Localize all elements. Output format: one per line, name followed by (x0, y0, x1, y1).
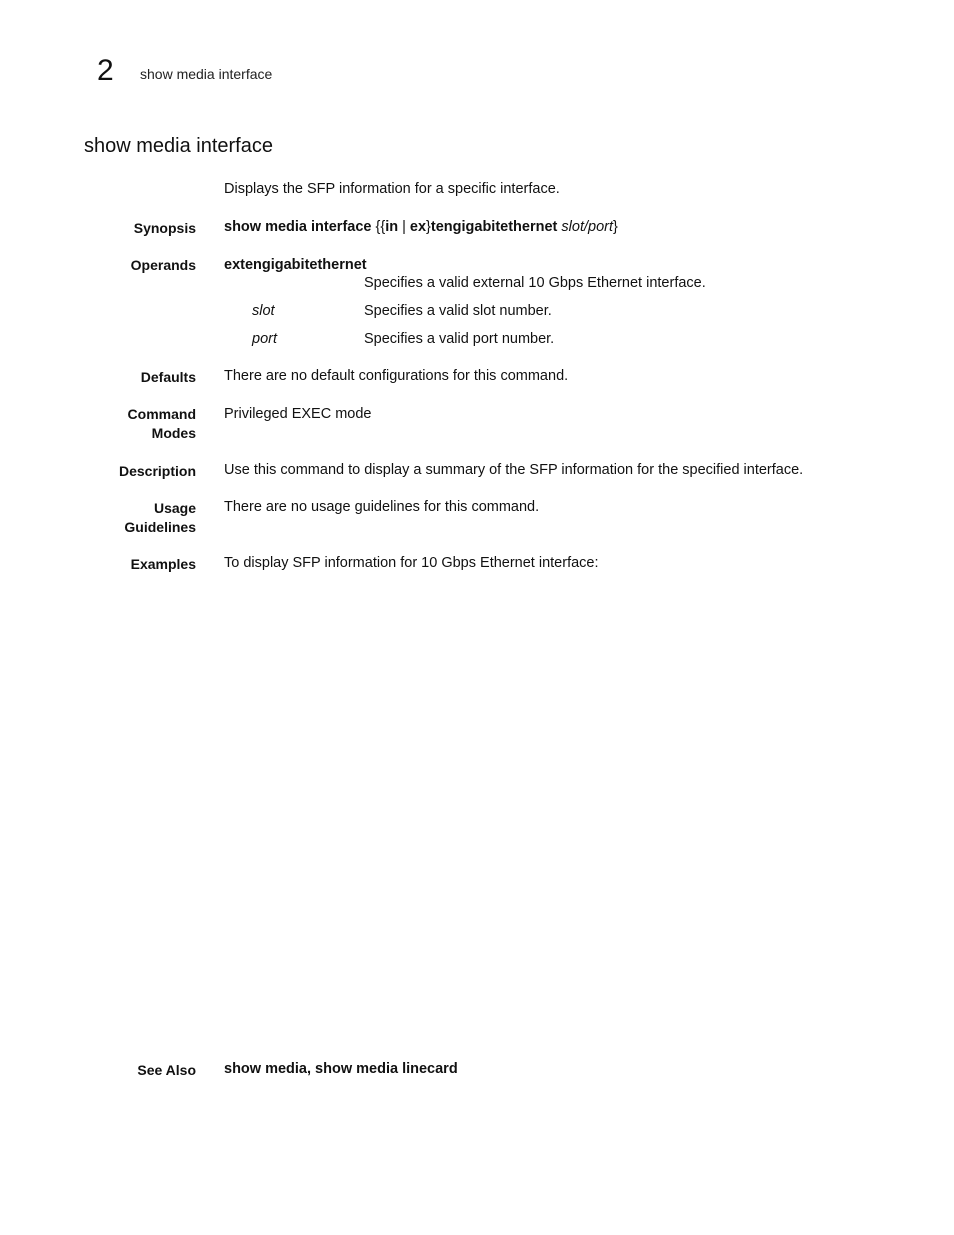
examples-text: To display SFP information for 10 Gbps Ethernet interface: (224, 555, 599, 571)
defaults-text: There are no default configurations for this command. (224, 368, 569, 384)
synopsis-command: show media interface (224, 219, 372, 235)
see-also-label: See Also (137, 1062, 196, 1078)
intro-text: Displays the SFP information for a specific interface. (224, 181, 560, 197)
description-label: Description (118, 463, 196, 479)
operand-desc: Specifies a valid slot number. (364, 303, 552, 319)
operand-desc: Specifies a valid port number. (364, 331, 555, 347)
synopsis-option-in: in (385, 219, 399, 235)
usage-guidelines-label-line2: Guidelines (124, 519, 196, 535)
command-modes-label-line2: Modes (151, 425, 196, 441)
command-modes-text: Privileged EXEC mode (224, 406, 372, 422)
synopsis-label: Synopsis (133, 220, 196, 236)
synopsis-brace-close: } (613, 219, 618, 235)
synopsis-option-ex: ex (409, 219, 427, 235)
chapter-number: 2 (97, 54, 114, 87)
synopsis-brace-mid: } (426, 219, 431, 235)
usage-guidelines-label-line1: Usage (153, 500, 196, 516)
examples-label: Examples (130, 556, 196, 572)
see-also-links[interactable]: show media, show media linecard (224, 1061, 458, 1077)
operand-name: slot (252, 303, 275, 319)
synopsis-text (224, 218, 618, 237)
operands-label: Operands (130, 257, 196, 273)
running-header-title: show media interface (140, 66, 273, 82)
synopsis-keyword: tengigabitethernet (430, 219, 558, 235)
usage-guidelines-label (46, 499, 196, 537)
synopsis-brace-open: {{ (371, 219, 386, 235)
usage-guidelines-text: There are no usage guidelines for this command. (224, 499, 540, 515)
command-modes-label (46, 405, 196, 443)
synopsis-args: slot/port (561, 219, 613, 235)
command-modes-label-line1: Command (127, 406, 196, 422)
operand-name: extengigabitethernet (224, 257, 367, 273)
defaults-label: Defaults (140, 369, 196, 385)
operand-name: port (252, 331, 277, 347)
section-title: show media interface (84, 135, 273, 157)
synopsis-pipe: | (398, 219, 410, 235)
description-text: Use this command to display a summary of the SFP information for the specified interface. (224, 462, 804, 478)
operand-desc: Specifies a valid external 10 Gbps Ethernet interface. (364, 275, 706, 291)
